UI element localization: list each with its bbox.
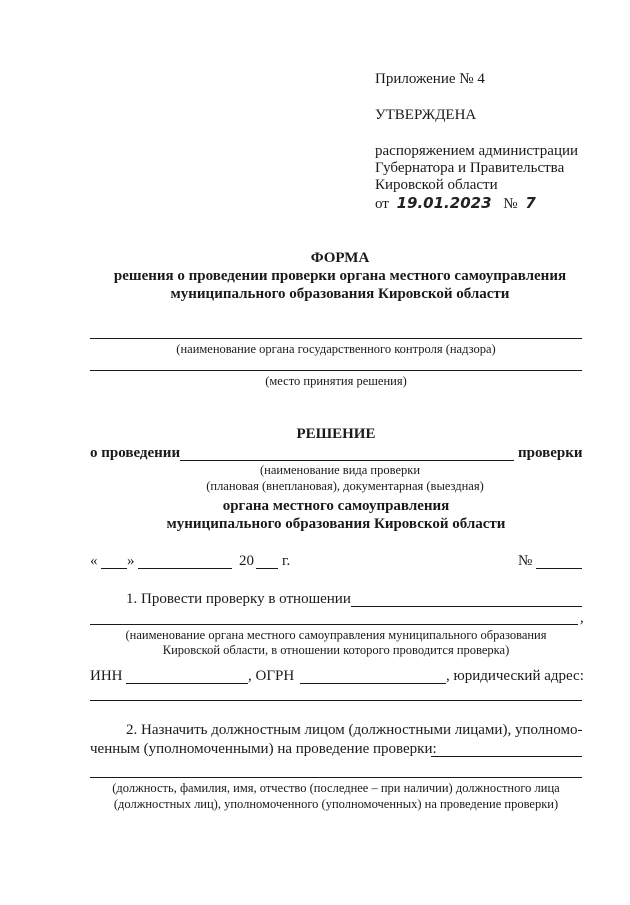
order-number-handwritten: 7 xyxy=(525,194,536,212)
authority-name-line xyxy=(90,338,582,339)
date-day-line xyxy=(101,568,127,569)
approved-label: УТВЕРЖДЕНА xyxy=(375,107,477,123)
form-subtitle-line-2: муниципального образования Кировской области xyxy=(170,286,510,302)
decision-about-label: о проведении xyxy=(90,445,181,461)
order-line-2: Губернатора и Правительства xyxy=(375,160,565,176)
order-from-label: от xyxy=(375,196,389,212)
form-subtitle-line-1: решения о проведении проверки органа местного самоуправления xyxy=(113,268,567,284)
check-kind-caption-1: (наименование вида проверки xyxy=(259,463,421,477)
section1-caption-1: (наименование органа местного самоуправления муниципального образования xyxy=(125,628,547,642)
decision-check-label: проверки xyxy=(518,445,583,461)
order-date-handwritten: 19.01.2023 xyxy=(396,194,492,212)
check-kind-caption-2: (плановая (внеплановая), документарная (выездная) xyxy=(206,479,484,493)
date-quote-open: « xyxy=(90,553,98,569)
decision-body-line-1: органа местного самоуправления xyxy=(222,498,450,514)
section2-officer-line xyxy=(431,756,582,757)
address-line xyxy=(90,700,582,701)
section1-comma: , xyxy=(580,610,584,626)
section1-text: 1. Провести проверку в отношении xyxy=(126,591,351,607)
decision-body-line-2: муниципального образования Кировской области xyxy=(166,516,506,532)
ogrn-line xyxy=(300,683,446,684)
decision-place-line xyxy=(90,370,582,371)
inn-line xyxy=(126,683,248,684)
date-year-suffix: г. xyxy=(282,553,291,569)
section1-target-line xyxy=(351,606,582,607)
decision-number-line xyxy=(536,568,582,569)
section2-caption-2: (должностных лиц), уполномоченного (уполномоченных) на проведение проверки) xyxy=(113,797,559,811)
ogrn-label: , ОГРН xyxy=(248,668,295,684)
date-quote-close: » xyxy=(127,553,135,569)
appendix-label: Приложение № 4 xyxy=(375,71,485,87)
decision-place-caption: (место принятия решения) xyxy=(265,374,407,388)
section2-officer-line-2 xyxy=(90,777,582,778)
section2-line-1: 2. Назначить должностным лицом (должностными лицами), уполномо- xyxy=(126,722,583,738)
date-year-prefix: 20 xyxy=(239,553,254,569)
order-line-3: Кировской области xyxy=(375,177,498,193)
decision-title: РЕШЕНИЕ xyxy=(296,426,376,442)
authority-caption: (наименование органа государственного контроля (надзора) xyxy=(176,342,496,356)
form-title: ФОРМА xyxy=(310,250,370,266)
section1-caption-2: Кировской области, в отношении которого проводится проверка) xyxy=(162,643,510,657)
section1-target-line-2 xyxy=(90,624,578,625)
order-date-line xyxy=(375,194,536,213)
date-year-line xyxy=(256,568,278,569)
check-kind-line xyxy=(180,460,514,461)
date-month-line xyxy=(138,568,232,569)
inn-label: ИНН xyxy=(90,668,123,684)
section2-line-2: ченным (уполномоченными) на проведение проверки: xyxy=(90,741,437,757)
decision-number-label: № xyxy=(518,553,533,569)
section2-caption-1: (должность, фамилия, имя, отчество (последнее – при наличии) должностного лица xyxy=(112,781,560,795)
order-number-label: № xyxy=(503,196,518,212)
order-line-1: распоряжением администрации xyxy=(375,143,579,159)
address-label: , юридический адрес: xyxy=(446,668,584,684)
